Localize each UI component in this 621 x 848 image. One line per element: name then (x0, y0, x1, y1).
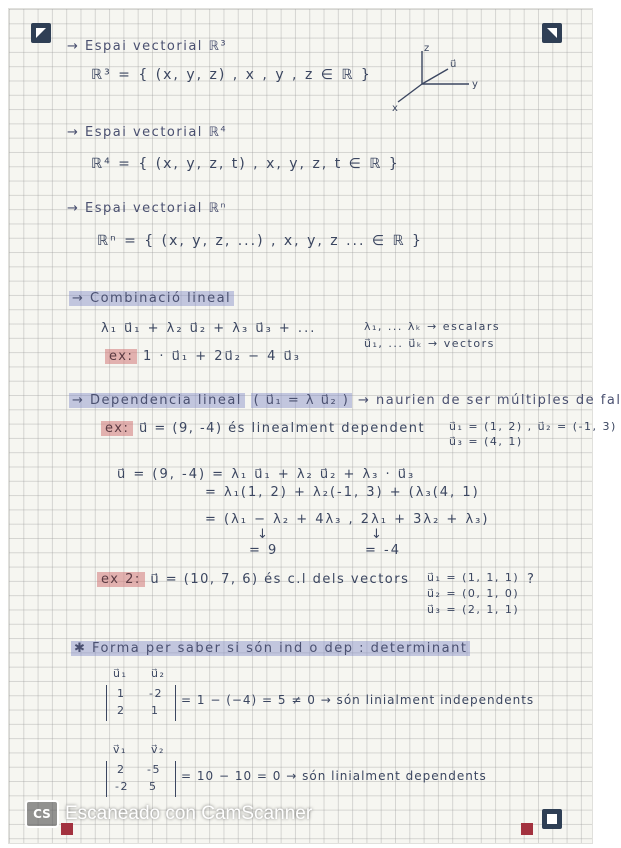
definition-r4: ℝ⁴ = { (x, y, z, t) , x, y, z, t ∈ ℝ } (91, 156, 400, 172)
example-2-question: ? (527, 572, 536, 587)
combinacio-note-vectors: u⃗₁, ... u⃗ₖ → vectors (364, 337, 495, 350)
matrix-2-cell: -5 (147, 763, 161, 776)
definition-rn: ℝⁿ = { (x, y, z, ...) , x, y, z ... ∈ ℝ } (97, 233, 423, 249)
dependencia-line-2: = λ₁(1, 2) + λ₂(-1, 3) + (λ₃(4, 1) (205, 485, 480, 500)
determinant-heading-text: ✱ Forma per saber si són ind o dep : determinant (71, 641, 470, 656)
combinacio-heading-text: → Combinació lineal (69, 291, 234, 306)
dependencia-vectors-2: u⃗₃ = (4, 1) (449, 435, 523, 448)
dependencia-arrow-1: ↓ (257, 527, 270, 542)
matrix-1-result: = 1 − (−4) = 5 ≠ 0 → són linialment independents (181, 693, 535, 707)
vector-u-label: u⃗ (450, 59, 457, 70)
matrix-2 (106, 761, 176, 797)
example-2-vector-3: u⃗₃ = (2, 1, 1) (427, 603, 520, 616)
example-2-vector-2: u⃗₂ = (0, 1, 0) (427, 587, 520, 600)
heading-determinant (71, 641, 470, 656)
dependencia-example (101, 421, 425, 436)
dependencia-highlight-formula: ( u⃗₁ = λ u⃗₂ ) (251, 393, 353, 408)
dependencia-result-1: = 9 (249, 543, 279, 558)
matrix-1-cell: 2 (117, 704, 126, 717)
example-expression: 1 · u⃗₁ + 2u⃗₂ − 4 u⃗₃ (142, 349, 301, 364)
axes-sketch (384, 39, 494, 114)
heading-combinacio (69, 291, 234, 306)
dependencia-result-2: = -4 (365, 543, 401, 558)
axis-y-label: y (472, 79, 478, 90)
matrix-2-result: = 10 − 10 = 0 → són linialment dependents (181, 769, 487, 783)
example-2-label: ex 2: (97, 572, 145, 587)
dependencia-example-text: u⃗ = (9, -4) és linealment dependent (138, 421, 426, 436)
scan-corner-marker-top-right (542, 23, 562, 43)
dependencia-example-label: ex: (101, 421, 133, 436)
combinacio-example (105, 349, 301, 364)
dependencia-line-3: = (λ₁ − λ₂ + 4λ₃ , 2λ₁ + 3λ₂ + λ₃) (205, 512, 490, 527)
matrix-2-header-1: v⃗₁ (113, 743, 127, 756)
dependencia-arrow-2: ↓ (371, 527, 384, 542)
matrix-2-header-2: v⃗₂ (151, 743, 165, 756)
matrix-1-cell: -2 (149, 687, 163, 700)
axis-x-label: x (392, 103, 398, 114)
camscanner-text: Escaneado con CamScanner (65, 803, 313, 824)
notebook-page (8, 8, 621, 844)
dependencia-line-1: u⃗ = (9, -4) = λ₁ u⃗₁ + λ₂ u⃗₂ + λ₃ · u⃗₃ (117, 467, 416, 482)
combinacio-note-escalars: λ₁, ... λₖ → escalars (364, 320, 501, 333)
example-label: ex: (105, 349, 137, 364)
example-2-text: u⃗ = (10, 7, 6) és c.l dels vectors (150, 572, 410, 587)
matrix-2-cell: 2 (117, 763, 126, 776)
matrix-1 (106, 685, 176, 721)
matrix-2-cell: -2 (115, 780, 129, 793)
dependencia-heading-text: → Dependencia lineal (69, 393, 245, 408)
example-2 (97, 572, 409, 587)
matrix-1-cell: 1 (117, 687, 126, 700)
scan-corner-marker-bottom-right (542, 809, 562, 829)
camscanner-logo: CS (25, 800, 59, 828)
example-2-vector-1: u⃗₁ = (1, 1, 1) (427, 571, 520, 584)
matrix-1-header-2: u⃗₂ (151, 667, 166, 680)
scan-corner-marker-top-left (31, 23, 51, 43)
combinacio-formula: λ₁ u⃗₁ + λ₂ u⃗₂ + λ₃ u⃗₃ + ... (101, 321, 317, 336)
heading-r4: → Espai vectorial ℝ⁴ (67, 125, 228, 140)
matrix-2-cell: 5 (149, 780, 158, 793)
heading-dependencia (69, 393, 621, 408)
heading-r3: → Espai vectorial ℝ³ (67, 39, 228, 54)
matrix-1-cell: 1 (151, 704, 160, 717)
camscanner-watermark (25, 800, 312, 828)
matrix-1-header-1: u⃗₁ (113, 667, 128, 680)
definition-r3: ℝ³ = { (x, y, z) , x , y , z ∈ ℝ } (91, 67, 372, 83)
axis-z-label: z (424, 43, 430, 54)
heading-rn: → Espai vectorial ℝⁿ (67, 201, 228, 216)
scan-marker-red-right (521, 823, 533, 835)
dependencia-tail-text: → naurien de ser múltiples de fal (358, 393, 621, 408)
dependencia-vectors-1: u⃗₁ = (1, 2) , u⃗₂ = (-1, 3) (449, 420, 617, 433)
